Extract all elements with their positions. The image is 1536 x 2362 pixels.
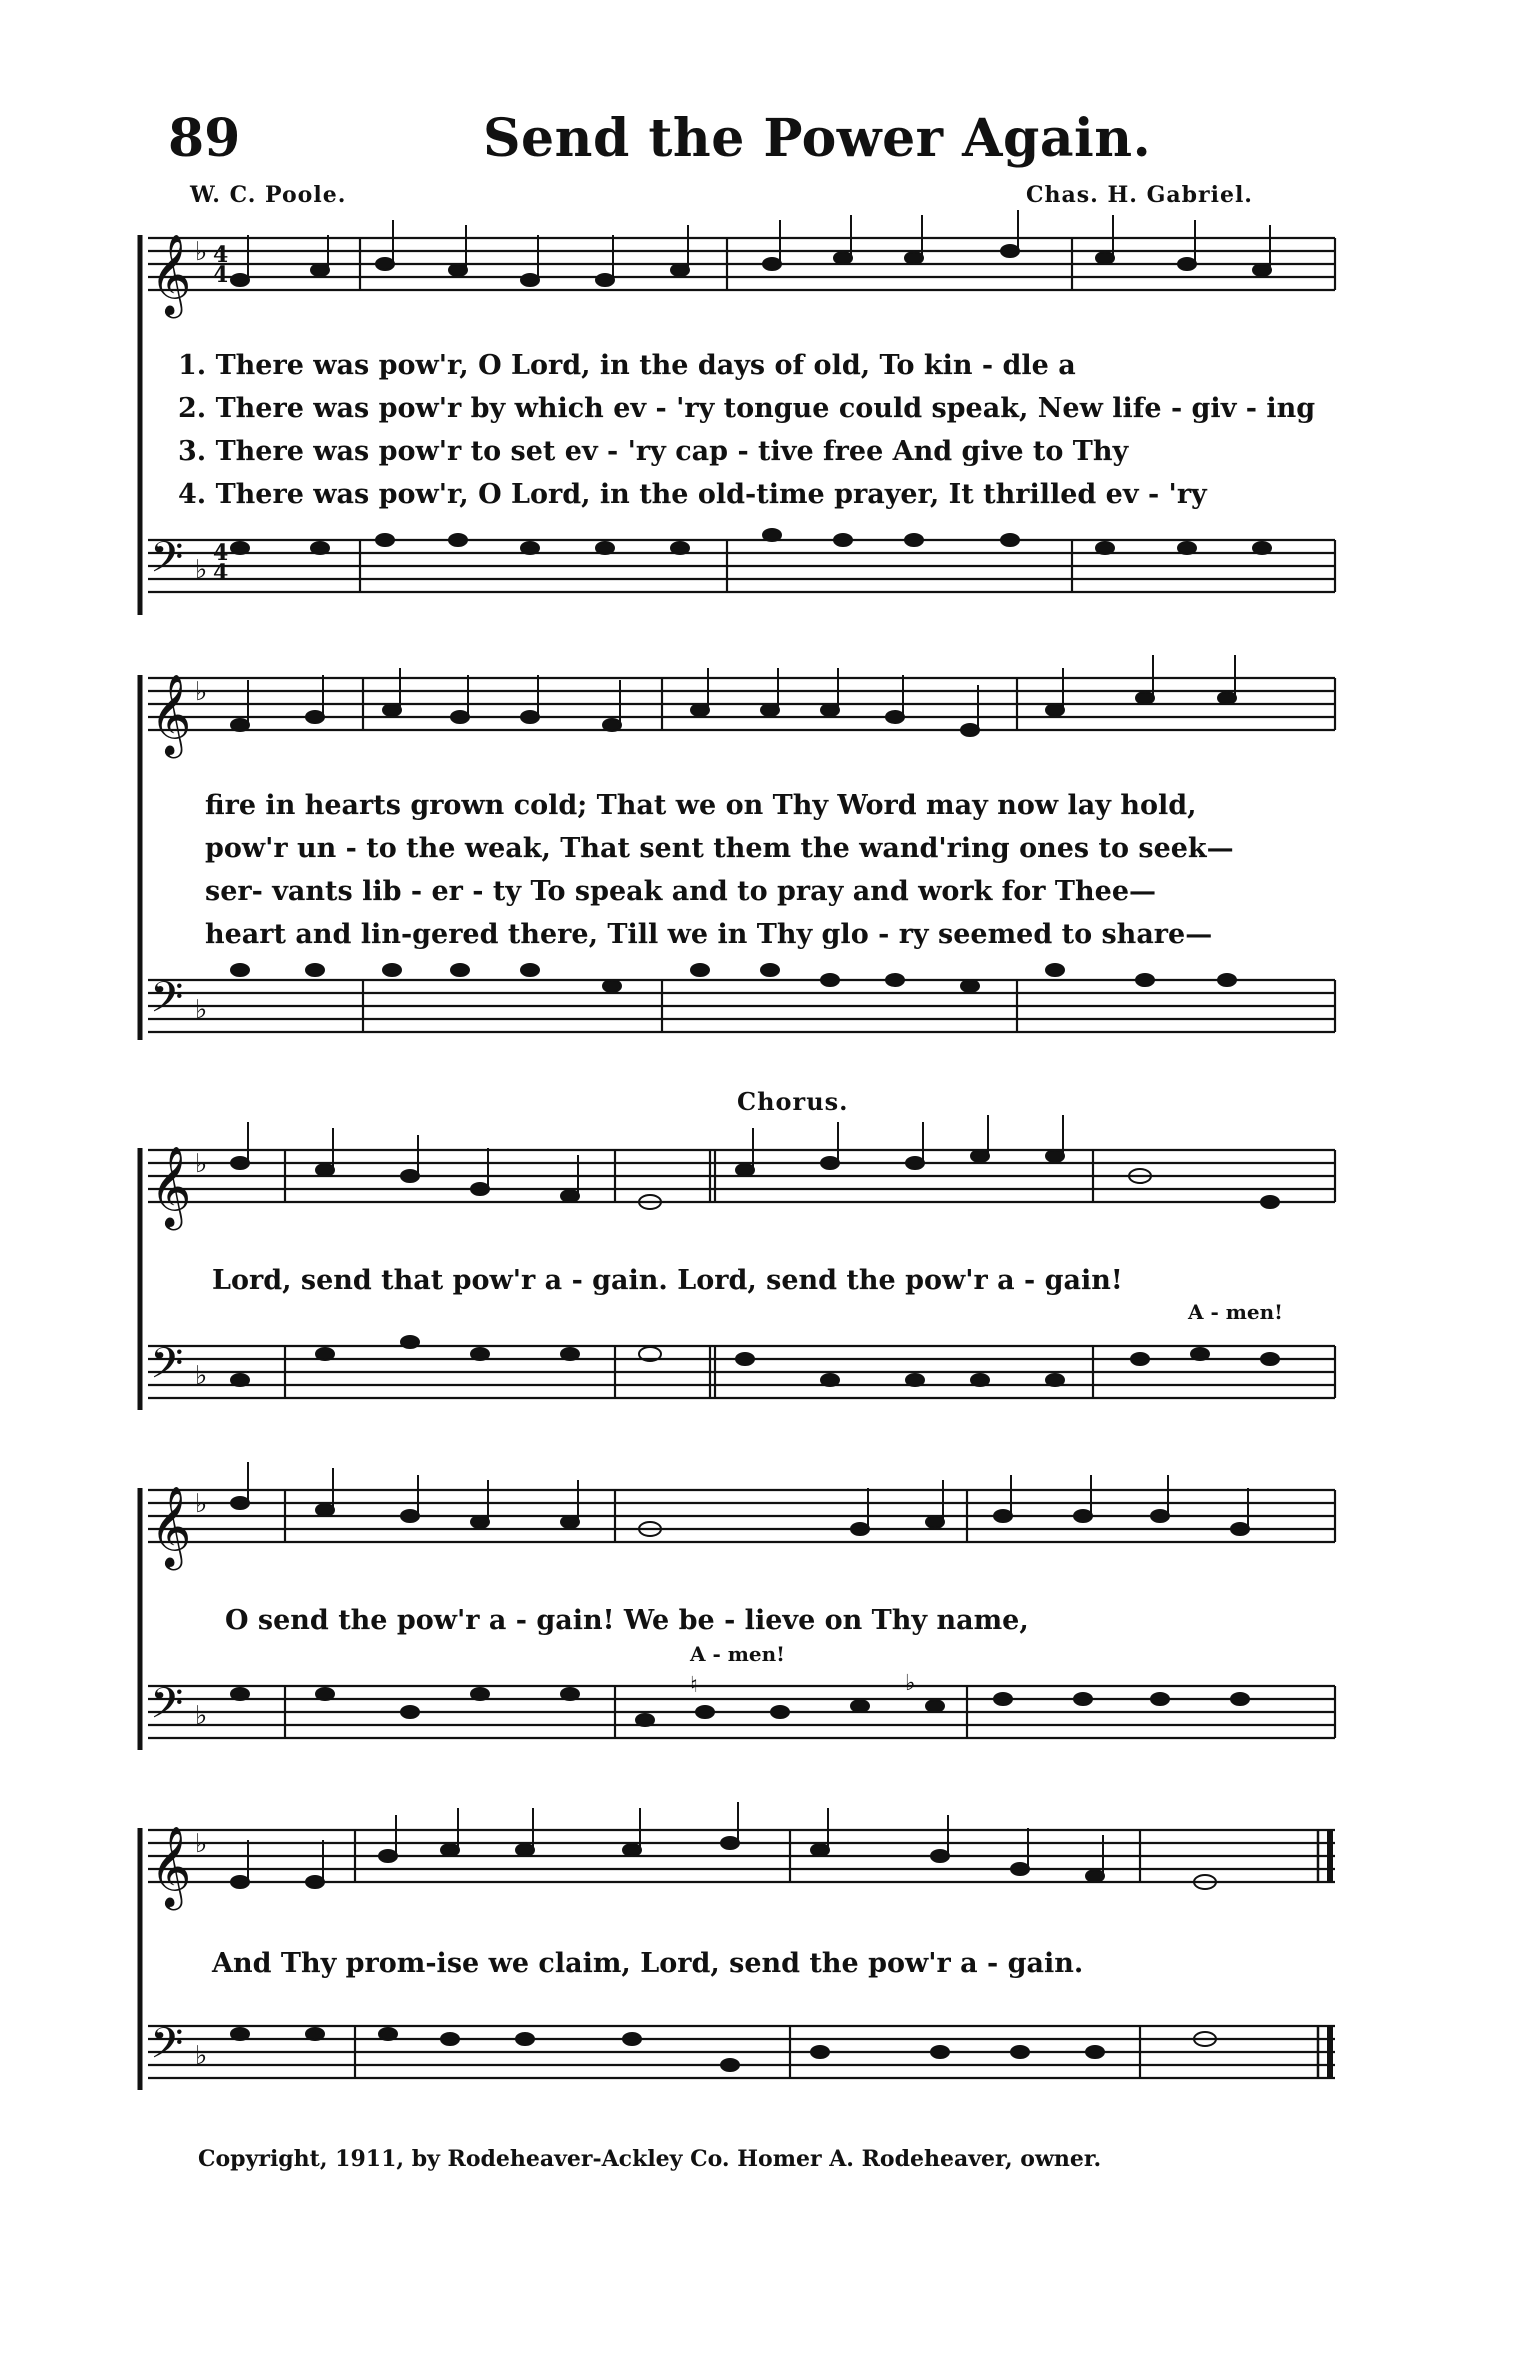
- verse-1-line-1: 1. There was pow'r, O Lord, in the days of old, To kin - dle a: [178, 350, 1076, 381]
- svg-text:𝄞: 𝄞: [150, 1825, 192, 1907]
- svg-text:𝄢: 𝄢: [150, 2019, 184, 2079]
- svg-text:♭: ♭: [195, 995, 208, 1025]
- chorus-label: Chorus.: [737, 1087, 849, 1116]
- svg-text:♮: ♮: [690, 1672, 698, 1698]
- svg-text:𝄢: 𝄢: [150, 1679, 184, 1739]
- verse-2-line-1: 2. There was pow'r by which ev - 'ry tongue could speak, New life - giv - ing: [178, 393, 1316, 424]
- verse-1-line-2: fire in hearts grown cold; That we on Thy Word may now lay hold,: [205, 790, 1197, 821]
- svg-text:♭: ♭: [195, 2041, 208, 2071]
- svg-text:♭: ♭: [195, 1829, 208, 1859]
- author-credit: W. C. Poole.: [190, 182, 347, 208]
- amen-1: A - men!: [1188, 1300, 1283, 1324]
- music-system-4: [0, 1450, 1536, 1780]
- music-system-3: [0, 1110, 1536, 1440]
- music-system-1: [0, 0, 1536, 630]
- svg-text:𝄞: 𝄞: [150, 673, 192, 755]
- verse-4-line-2: heart and lin-gered there, Till we in Thy glo - ry seemed to share—: [205, 919, 1213, 950]
- svg-text:♭: ♭: [905, 1670, 916, 1696]
- svg-text:♭: ♭: [195, 1489, 208, 1519]
- chorus-line-2: O send the pow'r a - gain! We be - lieve on Thy name,: [225, 1605, 1029, 1636]
- svg-text:𝄞: 𝄞: [150, 233, 192, 315]
- svg-text:♭: ♭: [195, 677, 208, 707]
- amen-2: A - men!: [690, 1642, 785, 1666]
- score-system-1: [0, 0, 1536, 630]
- verse-2-line-2: pow'r un - to the weak, That sent them the wand'ring ones to seek—: [205, 833, 1234, 864]
- svg-text:♭: ♭: [195, 237, 208, 267]
- svg-text:𝄞: 𝄞: [150, 1145, 192, 1227]
- composer-credit: Chas. H. Gabriel.: [1026, 182, 1253, 208]
- music-system-5: [0, 1790, 1536, 2120]
- music-system-2: [0, 630, 1536, 1090]
- chorus-line-1: Lord, send that pow'r a - gain. Lord, send the pow'r a - gain!: [212, 1265, 1123, 1296]
- svg-text:♭: ♭: [195, 1361, 208, 1391]
- verse-3-line-2: ser- vants lib - er - ty To speak and to pray and work for Thee—: [205, 876, 1157, 907]
- svg-text:𝄢: 𝄢: [150, 533, 184, 593]
- svg-text:♭: ♭: [195, 1149, 208, 1179]
- svg-text:𝄢: 𝄢: [150, 973, 184, 1033]
- svg-text:4: 4: [213, 242, 229, 268]
- copyright-notice: Copyright, 1911, by Rodeheaver-Ackley Co. Homer A. Rodeheaver, owner.: [198, 2146, 1102, 2172]
- svg-text:4: 4: [213, 560, 229, 586]
- svg-text:𝄞: 𝄞: [150, 1485, 192, 1567]
- hymn-title: Send the Power Again.: [483, 108, 1152, 169]
- hymn-number: 89: [168, 108, 241, 169]
- verse-3-line-1: 3. There was pow'r to set ev - 'ry cap - tive free And give to Thy: [178, 436, 1129, 467]
- verse-4-line-1: 4. There was pow'r, O Lord, in the old-time prayer, It thrilled ev - 'ry: [178, 479, 1207, 510]
- svg-text:♭: ♭: [195, 555, 208, 585]
- svg-text:4: 4: [213, 540, 229, 566]
- svg-text:♭: ♭: [195, 1701, 208, 1731]
- svg-text:4: 4: [213, 262, 229, 288]
- svg-text:𝄢: 𝄢: [150, 1339, 184, 1399]
- chorus-line-3: And Thy prom-ise we claim, Lord, send the pow'r a - gain.: [212, 1948, 1084, 1979]
